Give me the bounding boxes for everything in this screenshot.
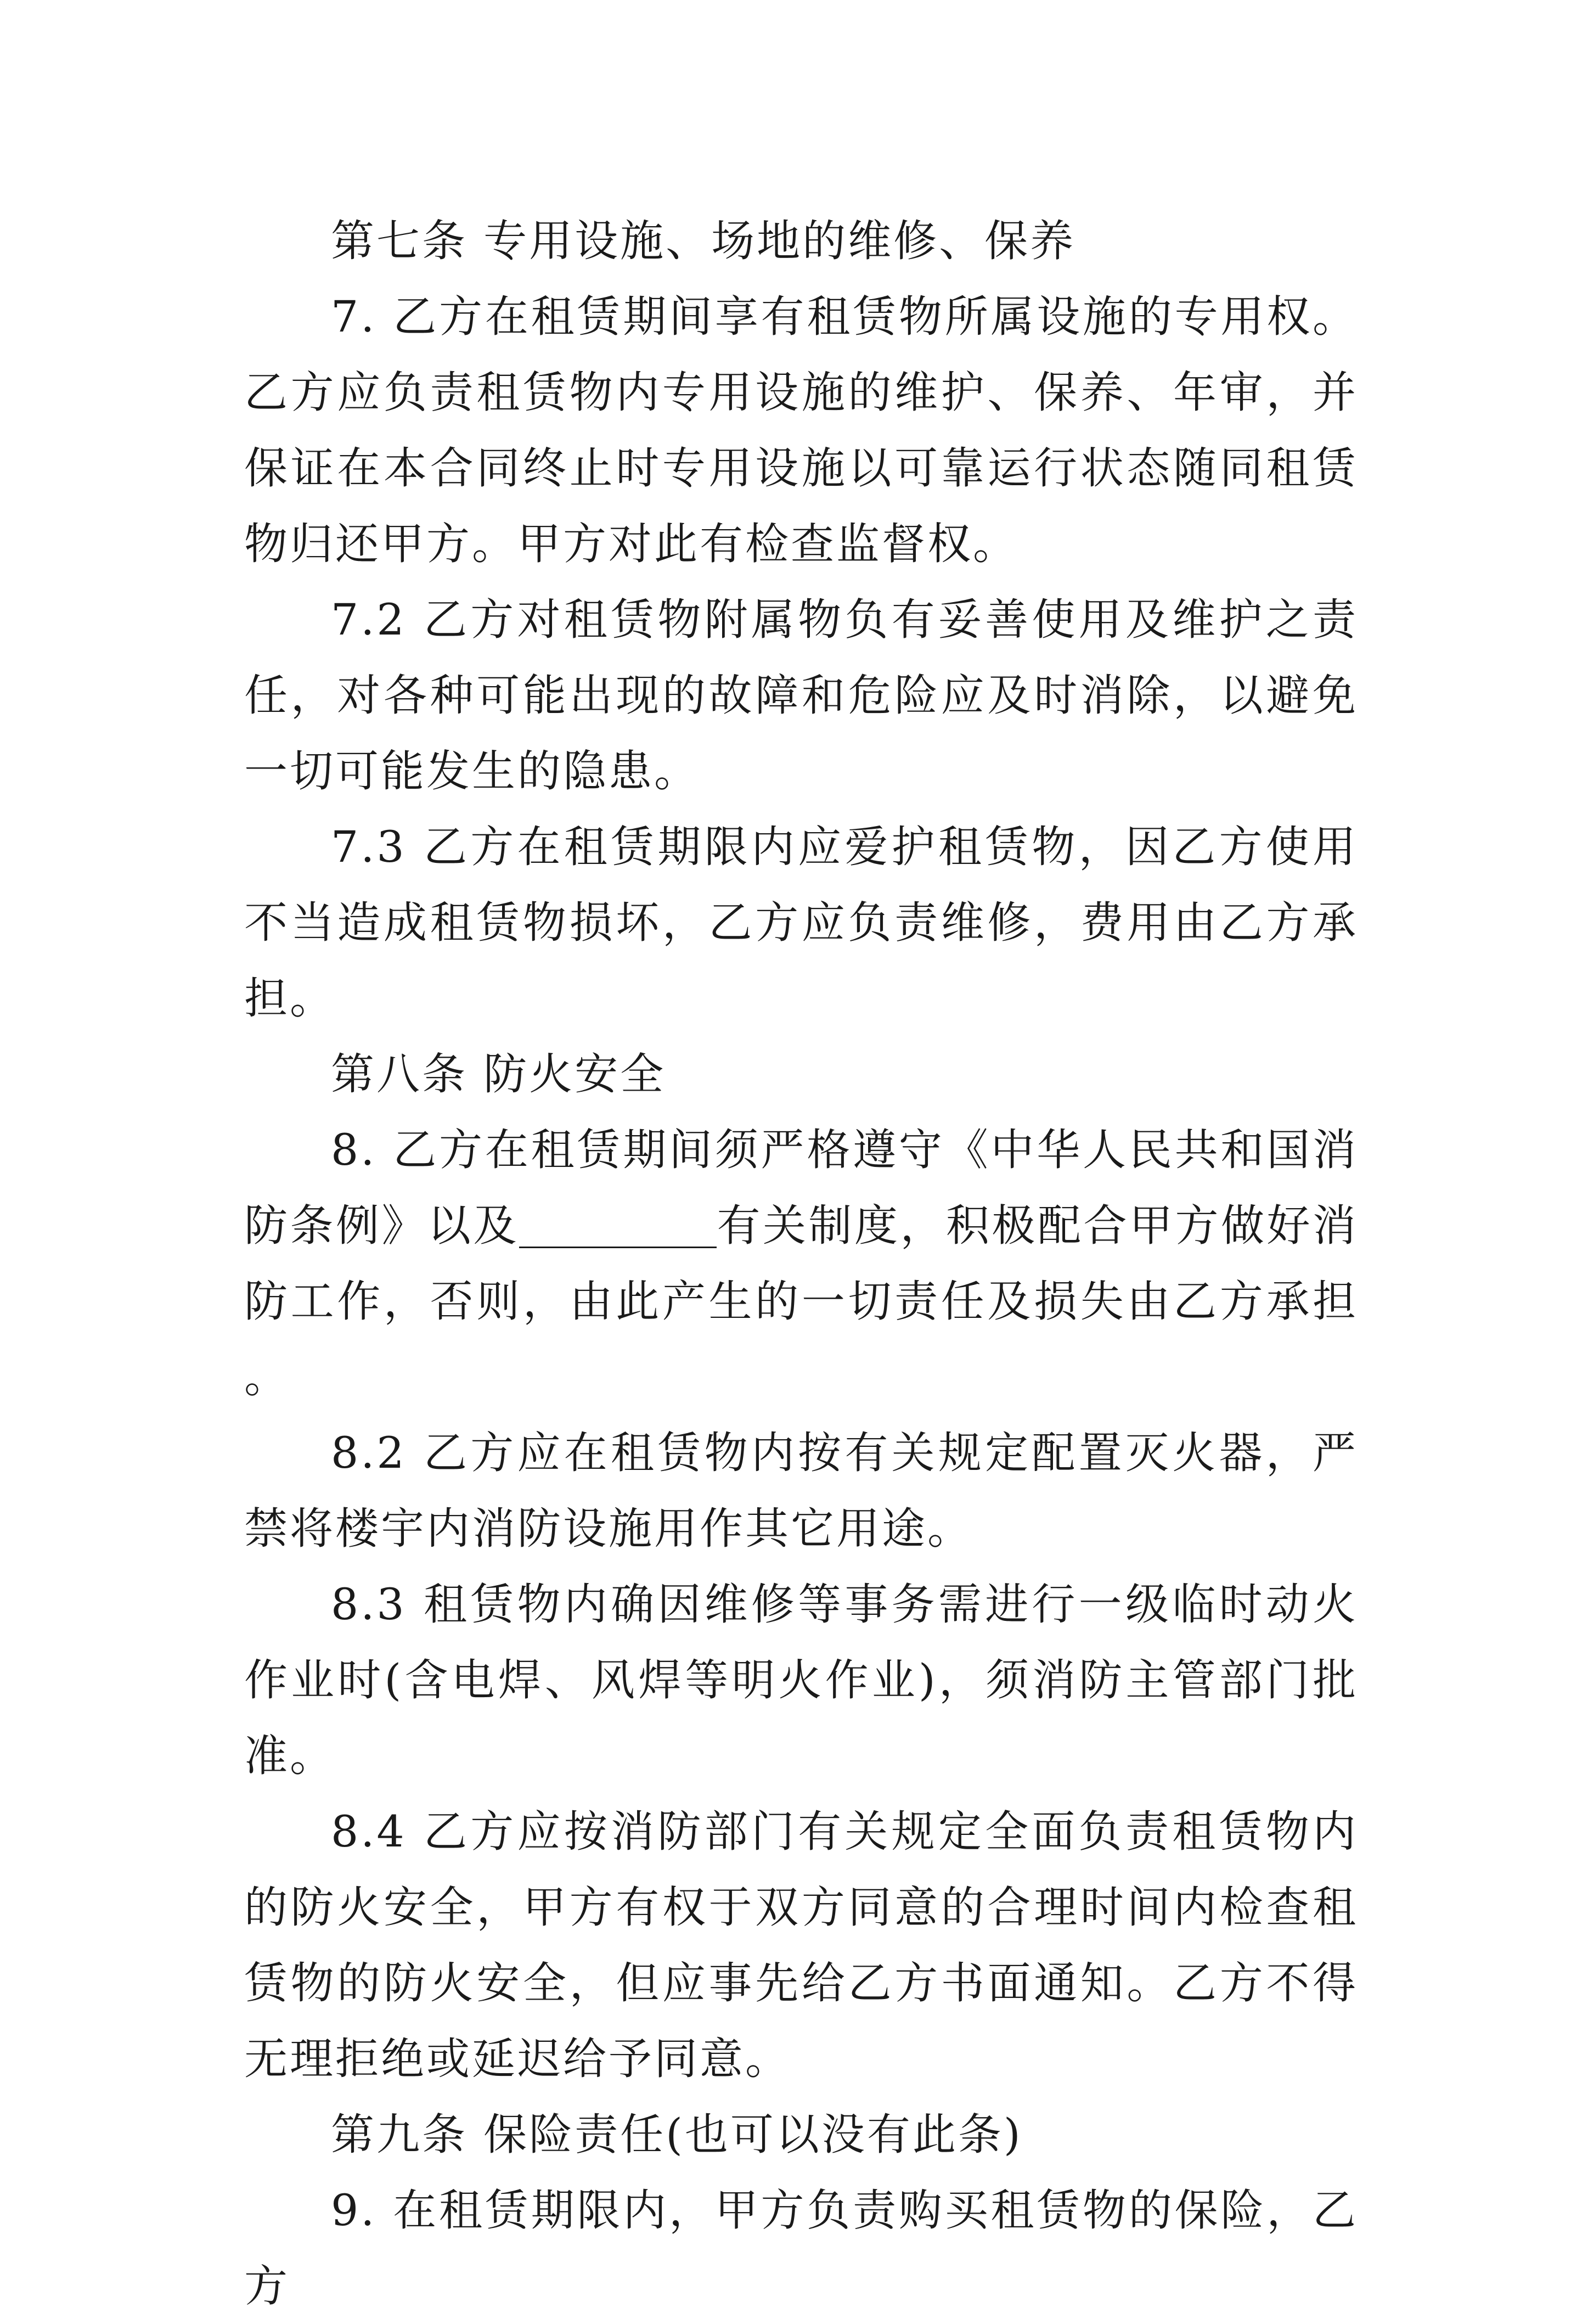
article-8-clause-1-part-a: 8. 乙方在租赁期间须严格遵守《中华人民共和国消防条例》以及 <box>244 1125 1358 1251</box>
article-9-clause-1: 9. 在租赁期限内，甲方负责购买租赁物的保险，乙方 <box>244 2185 1358 2311</box>
article-8-clause-1-part-b: 有关制度，积极配合甲方做好消防工作，否则，由此产生的一切责任及损失由乙方承担。 <box>244 1200 1358 1402</box>
article-8-clause-1 <box>244 1112 1358 1415</box>
fill-in-blank <box>519 1203 717 1248</box>
article-8-heading: 第八条 防火安全 <box>331 1049 666 1099</box>
article-7-clause-2: 7.2 乙方对租赁物附属物负有妥善使用及维护之责任，对各种可能出现的故障和危险应及时消除，以避免一切可能发生的隐患。 <box>244 594 1358 796</box>
article-7-heading: 第七条 专用设施、场地的维修、保养 <box>331 216 1076 266</box>
document-body <box>244 203 1358 2324</box>
article-7-clause-1: 7. 乙方在租赁期间享有租赁物所属设施的专用权。乙方应负责租赁物内专用设施的维护、保养、年审，并保证在本合同终止时专用设施以可靠运行状态随同租赁物归还甲方。甲方对此有检查监督权。 <box>244 291 1358 569</box>
article-8-clause-3: 8.3 租赁物内确因维修等事务需进行一级临时动火作业时(含电焊、风焊等明火作业)，须消防主管部门批准。 <box>244 1579 1358 1781</box>
article-9-heading: 第九条 保险责任(也可以没有此条) <box>331 2109 1023 2160</box>
article-8-clause-2: 8.2 乙方应在租赁物内按有关规定配置灭火器，严禁将楼宇内消防设施用作其它用途。 <box>244 1428 1358 1554</box>
article-7-clause-3: 7.3 乙方在租赁期限内应爱护租赁物，因乙方使用不当造成租赁物损坏，乙方应负责维修，费用由乙方承担。 <box>244 822 1358 1024</box>
article-8-clause-4: 8.4 乙方应按消防部门有关规定全面负责租赁物内的防火安全，甲方有权于双方同意的合理时间内检查租赁物的防火安全，但应事先给乙方书面通知。乙方不得无理拒绝或延迟给予同意。 <box>244 1806 1358 2084</box>
